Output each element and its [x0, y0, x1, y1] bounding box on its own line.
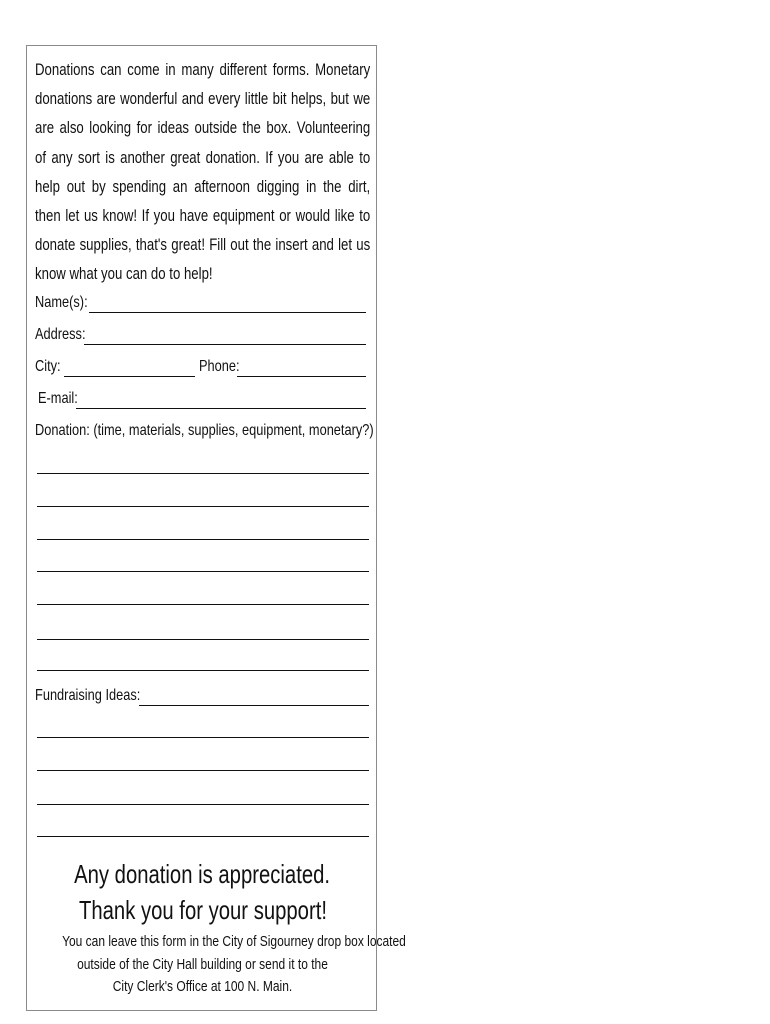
fundraising-input-line[interactable]: [37, 836, 369, 837]
donation-input-line[interactable]: [37, 506, 369, 507]
donation-input-line[interactable]: [37, 604, 369, 605]
donation-label: Donation: (time, materials, supplies, equipment, monetary?): [35, 422, 374, 439]
names-input-line[interactable]: [89, 312, 366, 313]
donation-form-card: [26, 45, 406, 1011]
footer-line: outside of the City Hall building or send it to the: [77, 955, 328, 973]
fundraising-input-line[interactable]: [37, 770, 369, 771]
phone-label: Phone:: [199, 358, 240, 375]
names-label: Name(s):: [35, 294, 88, 311]
appreciation-heading: Any donation is appreciated.: [74, 859, 331, 889]
fundraising-input-line[interactable]: [37, 737, 369, 738]
city-input-line[interactable]: [64, 376, 195, 377]
address-input-line[interactable]: [84, 344, 366, 345]
donation-input-line[interactable]: [37, 571, 369, 572]
email-input-line[interactable]: [76, 408, 366, 409]
donation-input-line[interactable]: [37, 539, 369, 540]
footer-line: City Clerk's Office at 100 N. Main.: [112, 978, 293, 995]
phone-input-line[interactable]: [237, 376, 366, 377]
footer-line: You can leave this form in the City of Sigourney drop box located: [62, 933, 406, 950]
donation-input-line[interactable]: [37, 670, 369, 671]
drop-off-instructions: [27, 931, 406, 999]
intro-paragraph: Donations can come in many different forms. Monetary donations are wonderful and every little bit helps, but we are also looking for ideas outside the box. Volunteering of any sort is another great donation. If you are able to help out by spending an afternoon digging in the dirt, then let us know! If you have equipment or would like to donate supplies, that's great! Fill out the insert and let us know what you can do to help!: [35, 61, 371, 284]
email-label: E-mail:: [38, 390, 78, 407]
donation-input-line[interactable]: [37, 639, 369, 640]
fundraising-input-line[interactable]: [139, 705, 369, 706]
donation-input-line[interactable]: [37, 473, 369, 474]
fundraising-label: Fundraising Ideas:: [35, 687, 141, 704]
thank-you-heading: Thank you for your support!: [78, 895, 327, 925]
fundraising-input-line[interactable]: [37, 804, 369, 805]
city-label: City:: [35, 358, 61, 375]
address-label: Address:: [35, 326, 86, 343]
